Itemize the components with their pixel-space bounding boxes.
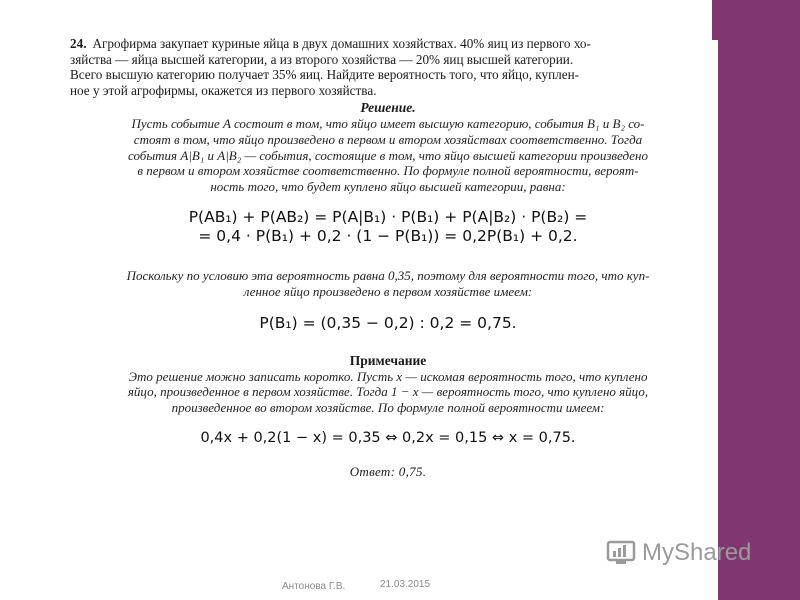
footer-author: Антонова Г.В. xyxy=(282,581,346,592)
solution-p1-line-4: в первом и втором хозяйстве соответственно. По формуле полной вероятности, вероят- xyxy=(137,163,639,179)
solution-p2-line-2: ленное яйцо произведено в первом хозяйстве имеем: xyxy=(243,283,533,299)
problem-number: 24. xyxy=(70,36,87,51)
formula-1-line-1: P(AB₁) + P(AB₂) = P(A|B₁) · P(B₁) + P(A|B₂) · P(B₂) = xyxy=(188,208,588,227)
formula-1-line-2: = 0,4 · P(B₁) + 0,2 · (1 − P(B₁)) = 0,2P(B₁) + 0,2. xyxy=(198,227,578,246)
formula-result: P(B₁) = (0,35 − 0,2) : 0,2 = 0,75. xyxy=(259,313,517,332)
problem-statement xyxy=(70,36,706,98)
solution-heading: Решение. xyxy=(360,100,416,116)
note-formula: 0,4x + 0,2(1 − x) = 0,35 ⇔ 0,2x = 0,15 ⇔ x = 0,75. xyxy=(200,430,576,447)
note-paragraph xyxy=(70,369,706,416)
note-line-1: Это решение можно записать коротко. Пусть x — искомая вероятность того, что куплено xyxy=(128,368,648,384)
myshared-logo-text: MyShared xyxy=(642,539,752,566)
solution-paragraph-2 xyxy=(70,268,706,299)
problem-line-4: ное у этой агрофирмы, окажется из первого хозяйства. xyxy=(70,82,377,98)
side-decoration-stripe xyxy=(712,40,718,600)
document-content xyxy=(70,36,706,480)
myshared-logo xyxy=(606,538,751,568)
solution-p1-line-1: Пусть событие A состоит в том, что яйцо имеет высшую категорию, события B₁ и B₂ со- xyxy=(131,116,645,132)
formula-total-probability xyxy=(70,208,706,246)
solution-p1-line-2: стоят в том, что яйцо произведено в первом и втором хозяйствах соответственно. Тогда xyxy=(133,131,643,147)
answer: Ответ: 0,75. xyxy=(349,464,427,480)
solution-p2-line-1: Поскольку по условию эта вероятность равна 0,35, поэтому для вероятности того, что куп- xyxy=(126,268,650,284)
note-title: Примечание xyxy=(349,352,427,368)
solution-paragraph-1 xyxy=(70,116,706,194)
side-decoration-band xyxy=(712,0,800,600)
note-line-3: произведенное во втором хозяйстве. По формуле полной вероятности имеем: xyxy=(171,399,605,415)
problem-line-3: Всего высшую категорию получает 35% яиц. Найдите вероятность того, что яйцо, куплен- xyxy=(70,67,580,83)
myshared-logo-icon xyxy=(606,539,638,567)
footer-date: 21.03.2015 xyxy=(380,579,431,590)
problem-line-1: Агрофирма закупает куриные яйца в двух домашних хозяйствах. 40% яиц из первого хо- xyxy=(92,36,591,51)
solution-p1-line-3: события A|B₁ и A|B₂ — события, состоящие в том, что яйцо высшей категории произведено xyxy=(128,147,648,163)
solution-p1-line-5: ность того, что будет куплено яйцо высшей категории, равна: xyxy=(210,178,566,194)
note-line-2: яйцо, произведенное в первом хозяйстве. Тогда 1 − x — вероятность того, что куплено яйцо, xyxy=(127,384,649,400)
problem-line-2: зяйства — яйца высшей категории, а из второго хозяйства — 20% яиц высшей категории. xyxy=(70,51,574,67)
